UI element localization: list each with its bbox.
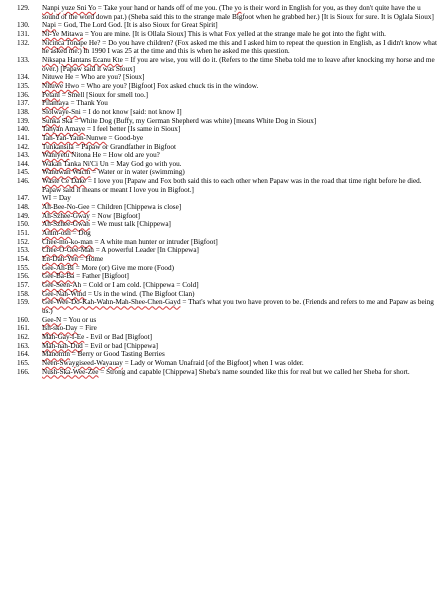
entry-term: Nicinca Tonape — [42, 38, 88, 47]
entry-number: 144. — [17, 159, 30, 168]
entry-term: Tan-Yan-Yaun-Nunwe — [42, 133, 107, 142]
entry-term: Napi — [42, 21, 56, 30]
entry-number: 165. — [17, 358, 30, 367]
entry-number: 142. — [17, 142, 30, 151]
entry-definition: Ska = White Dog (Buffy, my German Shepherd was white) [means White Dog in Sioux] — [59, 116, 317, 125]
entry-text — [42, 168, 439, 177]
entry-definition-cont: is their word in English for you, as they don't quite have the u sound of the word down pat.) (Sheba said this to the strange male Bigfoot when he grabbed her.) [It is Sioux for sure. It is Oglala Sioux] — [42, 4, 434, 21]
entry-definition: = Evil or bad [Chippewa] — [82, 341, 159, 350]
entry-text — [42, 220, 439, 229]
entry-definition: = Cold or I am cold. [Chippewa = Cold] — [81, 281, 199, 289]
entry-number: 148. — [17, 203, 30, 212]
entry-text — [42, 143, 439, 152]
entry-definition: = I do not know [said: not know I] — [80, 107, 182, 116]
glossary-entry — [8, 82, 439, 91]
glossary-entry — [8, 298, 439, 315]
glossary-entry — [8, 194, 439, 203]
entry-term: Slolwaye-Sni — [42, 107, 81, 116]
entry-term: Chee-O-Gee-Mah — [42, 246, 94, 255]
glossary-entry — [8, 229, 439, 238]
entry-number: 158. — [17, 289, 30, 298]
entry-number: 135. — [17, 81, 30, 90]
entry-text — [42, 91, 439, 100]
entry-definition: = I love you [Papaw and Fox both said this to each other when Papaw was in the road that time right before he died. Papaw said it means or meant I love you in Bigfoot.] — [42, 177, 422, 194]
entry-definition: Nitona He = How old are you? — [69, 151, 160, 160]
glossary-entry — [8, 143, 439, 152]
entry-term: Nanpi yuze Sni Yo — [42, 4, 96, 12]
entry-definition: = God, The Lord God. [It is also Sioux for Great Spirit] — [55, 21, 218, 30]
entry-text — [42, 324, 439, 333]
entry-term: Tunkansila — [42, 142, 74, 151]
glossary-entry — [8, 350, 439, 359]
entry-term: Nituwe — [42, 73, 64, 82]
entry-number: 163. — [17, 341, 30, 350]
entry-text — [42, 333, 439, 342]
entry-number: 151. — [17, 229, 30, 238]
glossary-entry — [8, 212, 439, 221]
entry-text — [42, 229, 439, 238]
entry-definition: = I feel better [Is same in Sioux] — [85, 125, 181, 134]
entry-term: Ish-sko-Day — [42, 324, 78, 333]
glossary-entry — [8, 99, 439, 108]
entry-definition: = Water or in water (swimming) — [90, 168, 185, 177]
entry-term: Ah-Szhee-Gwah — [42, 220, 90, 229]
entry-term: Gee-Wee-Do-Kah-Wahn-Mah-Shee-Chen-Gayd — [42, 298, 181, 307]
entry-text — [42, 151, 439, 160]
entry-number: 131. — [17, 29, 30, 38]
entry-text — [42, 316, 439, 325]
entry-number: 130. — [17, 21, 30, 30]
entry-text — [42, 272, 439, 281]
glossary-entry — [8, 342, 439, 351]
entry-definition: = Take your hand or hands off of me you. (The — [95, 4, 235, 12]
entry-definition: = Father [Bigfoot] — [74, 272, 129, 281]
glossary-entry — [8, 272, 439, 281]
entry-term: Gee-Seen-Ah — [42, 281, 82, 289]
entry-text — [42, 359, 439, 368]
entry-text — [42, 194, 439, 203]
entry-term: Chee-mo-ko-man — [42, 237, 93, 246]
entry-term: Ah-Szhee-Gway — [42, 211, 90, 220]
glossary-entry — [8, 203, 439, 212]
entry-definition: = Now [Bigfoot] — [89, 211, 141, 220]
glossary-entry — [8, 39, 439, 56]
entry-term: Ah-Bee-No-Gee — [42, 203, 90, 212]
entry-definition: = Fire — [77, 324, 97, 333]
glossary-entry — [8, 255, 439, 264]
entry-term: Manomin — [42, 350, 70, 359]
entry-definition: = Dog — [70, 229, 91, 238]
entry-text — [42, 73, 439, 82]
glossary-entry — [8, 264, 439, 273]
glossary-entry — [8, 316, 439, 325]
glossary-entry — [8, 281, 439, 290]
entry-term: Wanuwan Wacin — [42, 168, 91, 177]
entry-number: 129. — [17, 4, 30, 12]
entry-term: Petanl — [42, 90, 60, 99]
entry-inline-term: yo — [234, 4, 242, 12]
entry-term: Nituwe Hwo — [42, 81, 79, 90]
entry-text — [42, 125, 439, 134]
entry-number: 140. — [17, 125, 30, 134]
entry-number: 162. — [17, 332, 30, 341]
entry-definition: = Papaw or Grandfather in Bigfoot — [73, 142, 176, 151]
entry-text — [42, 117, 439, 126]
entry-text — [42, 203, 439, 212]
entry-number: 150. — [17, 220, 30, 229]
entry-text — [42, 368, 439, 377]
glossary-entry — [8, 220, 439, 229]
entry-term: Niksapa Hantans Ecanu Kte — [42, 55, 123, 64]
entry-number: 166. — [17, 367, 30, 376]
glossary-entry — [8, 134, 439, 143]
entry-number: 143. — [17, 151, 30, 160]
entry-number: 157. — [17, 281, 30, 289]
entry-text — [42, 56, 439, 73]
glossary-entry — [8, 177, 439, 194]
entry-text — [42, 21, 439, 30]
entry-text — [42, 108, 439, 117]
entry-term: Nush-Ska-Wee-Zee — [42, 367, 99, 376]
glossary-entry — [8, 168, 439, 177]
entry-number: 154. — [17, 255, 30, 264]
entry-text — [42, 238, 439, 247]
entry-definition: - Evil or Bad [Bigfoot] — [84, 332, 152, 341]
entry-definition: = A white man hunter or intruder [Bigfoot] — [92, 237, 218, 246]
entry-definition: He = Who are you? [Sioux] — [63, 73, 145, 82]
entry-number: 153. — [17, 246, 30, 255]
entry-text — [42, 4, 439, 21]
entry-number: 160. — [17, 315, 30, 324]
entry-number: 149. — [17, 211, 30, 220]
entry-text — [42, 134, 439, 143]
entry-term: Gee-Ba-Ba — [42, 272, 75, 281]
entry-text — [42, 30, 439, 39]
glossary-entry — [8, 151, 439, 160]
entry-definition: = Day — [51, 194, 71, 203]
entry-number: 145. — [17, 168, 30, 177]
entry-definition: = You are mine. [It is Ollala Sioux] This is what Fox yelled at the strange male he got into the fight with. — [83, 29, 386, 38]
glossary-entry — [8, 108, 439, 117]
entry-text — [42, 264, 439, 273]
entry-number: 161. — [17, 324, 30, 333]
glossary-entry — [8, 73, 439, 82]
entry-number: 156. — [17, 272, 30, 281]
entry-definition: = Us in the wind. (The Bigfoot Clan) — [86, 289, 195, 298]
entry-text — [42, 177, 439, 194]
entry-number: 147. — [17, 194, 30, 203]
entry-number: 138. — [17, 107, 30, 116]
glossary-entry — [8, 324, 439, 333]
entry-term: Anim-osh — [42, 229, 71, 238]
entry-text — [42, 212, 439, 221]
entry-definition: = Lady or Woman Unafraid [of the Bigfoot] when I was older. — [122, 358, 304, 367]
entry-number: 152. — [17, 237, 30, 246]
entry-number: 139. — [17, 116, 30, 125]
glossary-entry — [8, 125, 439, 134]
entry-number: 159. — [17, 298, 30, 307]
entry-text — [42, 290, 439, 299]
glossary-entry — [8, 333, 439, 342]
glossary-entry — [8, 359, 439, 368]
entry-term: Waste Ce Dake — [42, 177, 87, 186]
glossary-entry — [8, 290, 439, 299]
entry-term: Pilamaya — [42, 99, 69, 108]
entry-definition: = Good-bye — [106, 133, 144, 142]
entry-number: 141. — [17, 133, 30, 142]
entry-term: Gee-Nah-Wind — [42, 289, 87, 298]
entry-term: Wakan Tanka Ni'Ci — [42, 159, 98, 168]
entry-text — [42, 82, 439, 91]
entry-definition: = Who are you? [Bigfoot] Fox asked chuck tis in the window. — [78, 81, 259, 90]
glossary-entry — [8, 368, 439, 377]
glossary-entry — [8, 238, 439, 247]
entry-definition: = Berry or Good Tasting Berries — [69, 350, 165, 359]
entry-definition: = You or us — [61, 315, 97, 324]
entry-number: 164. — [17, 350, 30, 359]
entry-term: WI — [42, 194, 52, 203]
entry-text — [42, 160, 439, 169]
entry-text — [42, 39, 439, 56]
entry-number: 146. — [17, 177, 30, 186]
entry-text — [42, 281, 439, 290]
entry-number: 136. — [17, 90, 30, 99]
entry-number: 155. — [17, 263, 30, 272]
entry-definition: = Smell [Sioux for smell too.] — [59, 90, 149, 99]
entry-definition: = A powerful Leader [In Chippewa] — [93, 246, 199, 255]
entry-text — [42, 342, 439, 351]
entry-number: 134. — [17, 73, 30, 82]
entry-definition: = Strong and capable [Chippewa] Sheba's name sounded like this for real but we called her Sheba for short. — [98, 367, 410, 376]
entry-definition: = Home — [78, 255, 104, 264]
entry-term: Neen-Swaygiseed-Wayauay — [42, 358, 123, 367]
entry-text — [42, 246, 439, 255]
entry-term: Mah-nah-Dud — [42, 341, 83, 350]
entry-definition: = Children [Chippewa is close] — [89, 203, 182, 212]
entry-definition: = More (or) Give me more (Food) — [73, 263, 174, 272]
glossary-entry — [8, 21, 439, 30]
glossary-entry — [8, 4, 439, 21]
glossary-entry — [8, 91, 439, 100]
entry-term: Ni-Ye Mitawa — [42, 29, 83, 38]
glossary-entry — [8, 246, 439, 255]
entry-definition: = If you are wise, you will do it. (Refers to the time Sheba told me to leave after knocking my horse and me over.) [Papaw said it was Sioux] — [42, 55, 435, 73]
entry-term: Gee-N — [42, 315, 62, 324]
entry-term: En-Dah-Yen — [42, 255, 78, 264]
entry-definition: = We must talk [Chippewa] — [89, 220, 171, 229]
entry-definition: = Thank You — [68, 99, 108, 108]
entry-term: Mah-Gay-I-Ee — [42, 332, 85, 341]
entry-text — [42, 255, 439, 264]
entry-text — [42, 298, 439, 315]
glossary-entry — [8, 160, 439, 169]
entry-text — [42, 350, 439, 359]
glossary-entry — [8, 117, 439, 126]
entry-term: Sunka — [42, 116, 60, 125]
entry-term: Gee-Ah-Bi — [42, 263, 74, 272]
entry-number: 137. — [17, 99, 30, 108]
entry-number: 132. — [17, 38, 30, 47]
entry-number: 133. — [17, 55, 30, 64]
glossary-entry — [8, 30, 439, 39]
glossary-entry — [8, 56, 439, 73]
entry-definition: = That's what you two have proven to be. (Friends and refers to me and Papaw as being us.) — [42, 298, 434, 315]
entry-definition: He? = Do you have children? (Fox asked me this and I asked him to repeat the question in English, as I didn't know what he asked me.) In 1990 I was 25 at the time and this is when he asked me this question. — [42, 38, 437, 56]
entry-term: Waniyetu — [42, 151, 70, 160]
entry-term: Tanyan Amaye — [42, 125, 86, 134]
entry-definition: Un = May God go with you. — [97, 159, 182, 168]
entry-text — [42, 99, 439, 108]
